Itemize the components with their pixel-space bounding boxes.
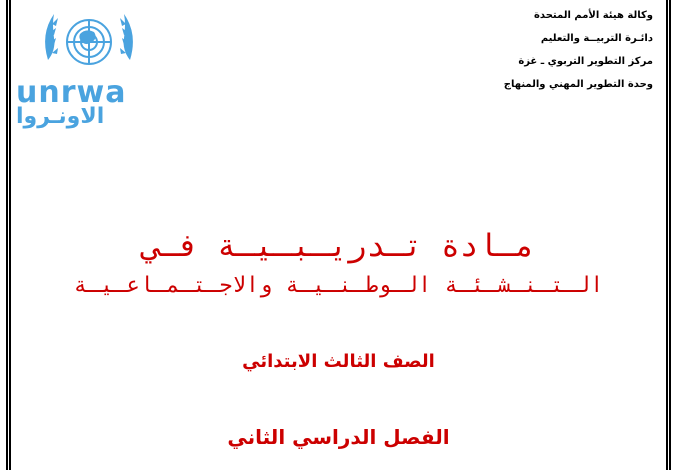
organization-header [333, 4, 653, 96]
document-subject: الـتـنـشـئـة الـوطـنـيـة والاجـتـمـاعـيـة [73, 273, 604, 298]
logo-wordmark-ar: الاونـروا [16, 104, 105, 129]
semester-label: الفصل الدراسي الثاني [227, 425, 450, 449]
org-line-center: مركز التطوير التربوي ـ غزة [518, 56, 653, 67]
logo-wordmark-en: unrwa [16, 75, 127, 110]
document-title: مـادة تـدريـبـيـة فـي [142, 228, 535, 264]
unrwa-logo [14, 4, 164, 129]
org-line-agency: وكالة هيئة الأمم المتحدة [534, 10, 653, 21]
org-line-unit: وحدة التطوير المهني والمنهاج [503, 79, 653, 90]
grade-label: الصف الثالث الابتدائي [242, 351, 435, 372]
un-emblem-icon [14, 4, 164, 84]
org-line-department: دائـرة التربيــة والتعليم [540, 33, 653, 44]
